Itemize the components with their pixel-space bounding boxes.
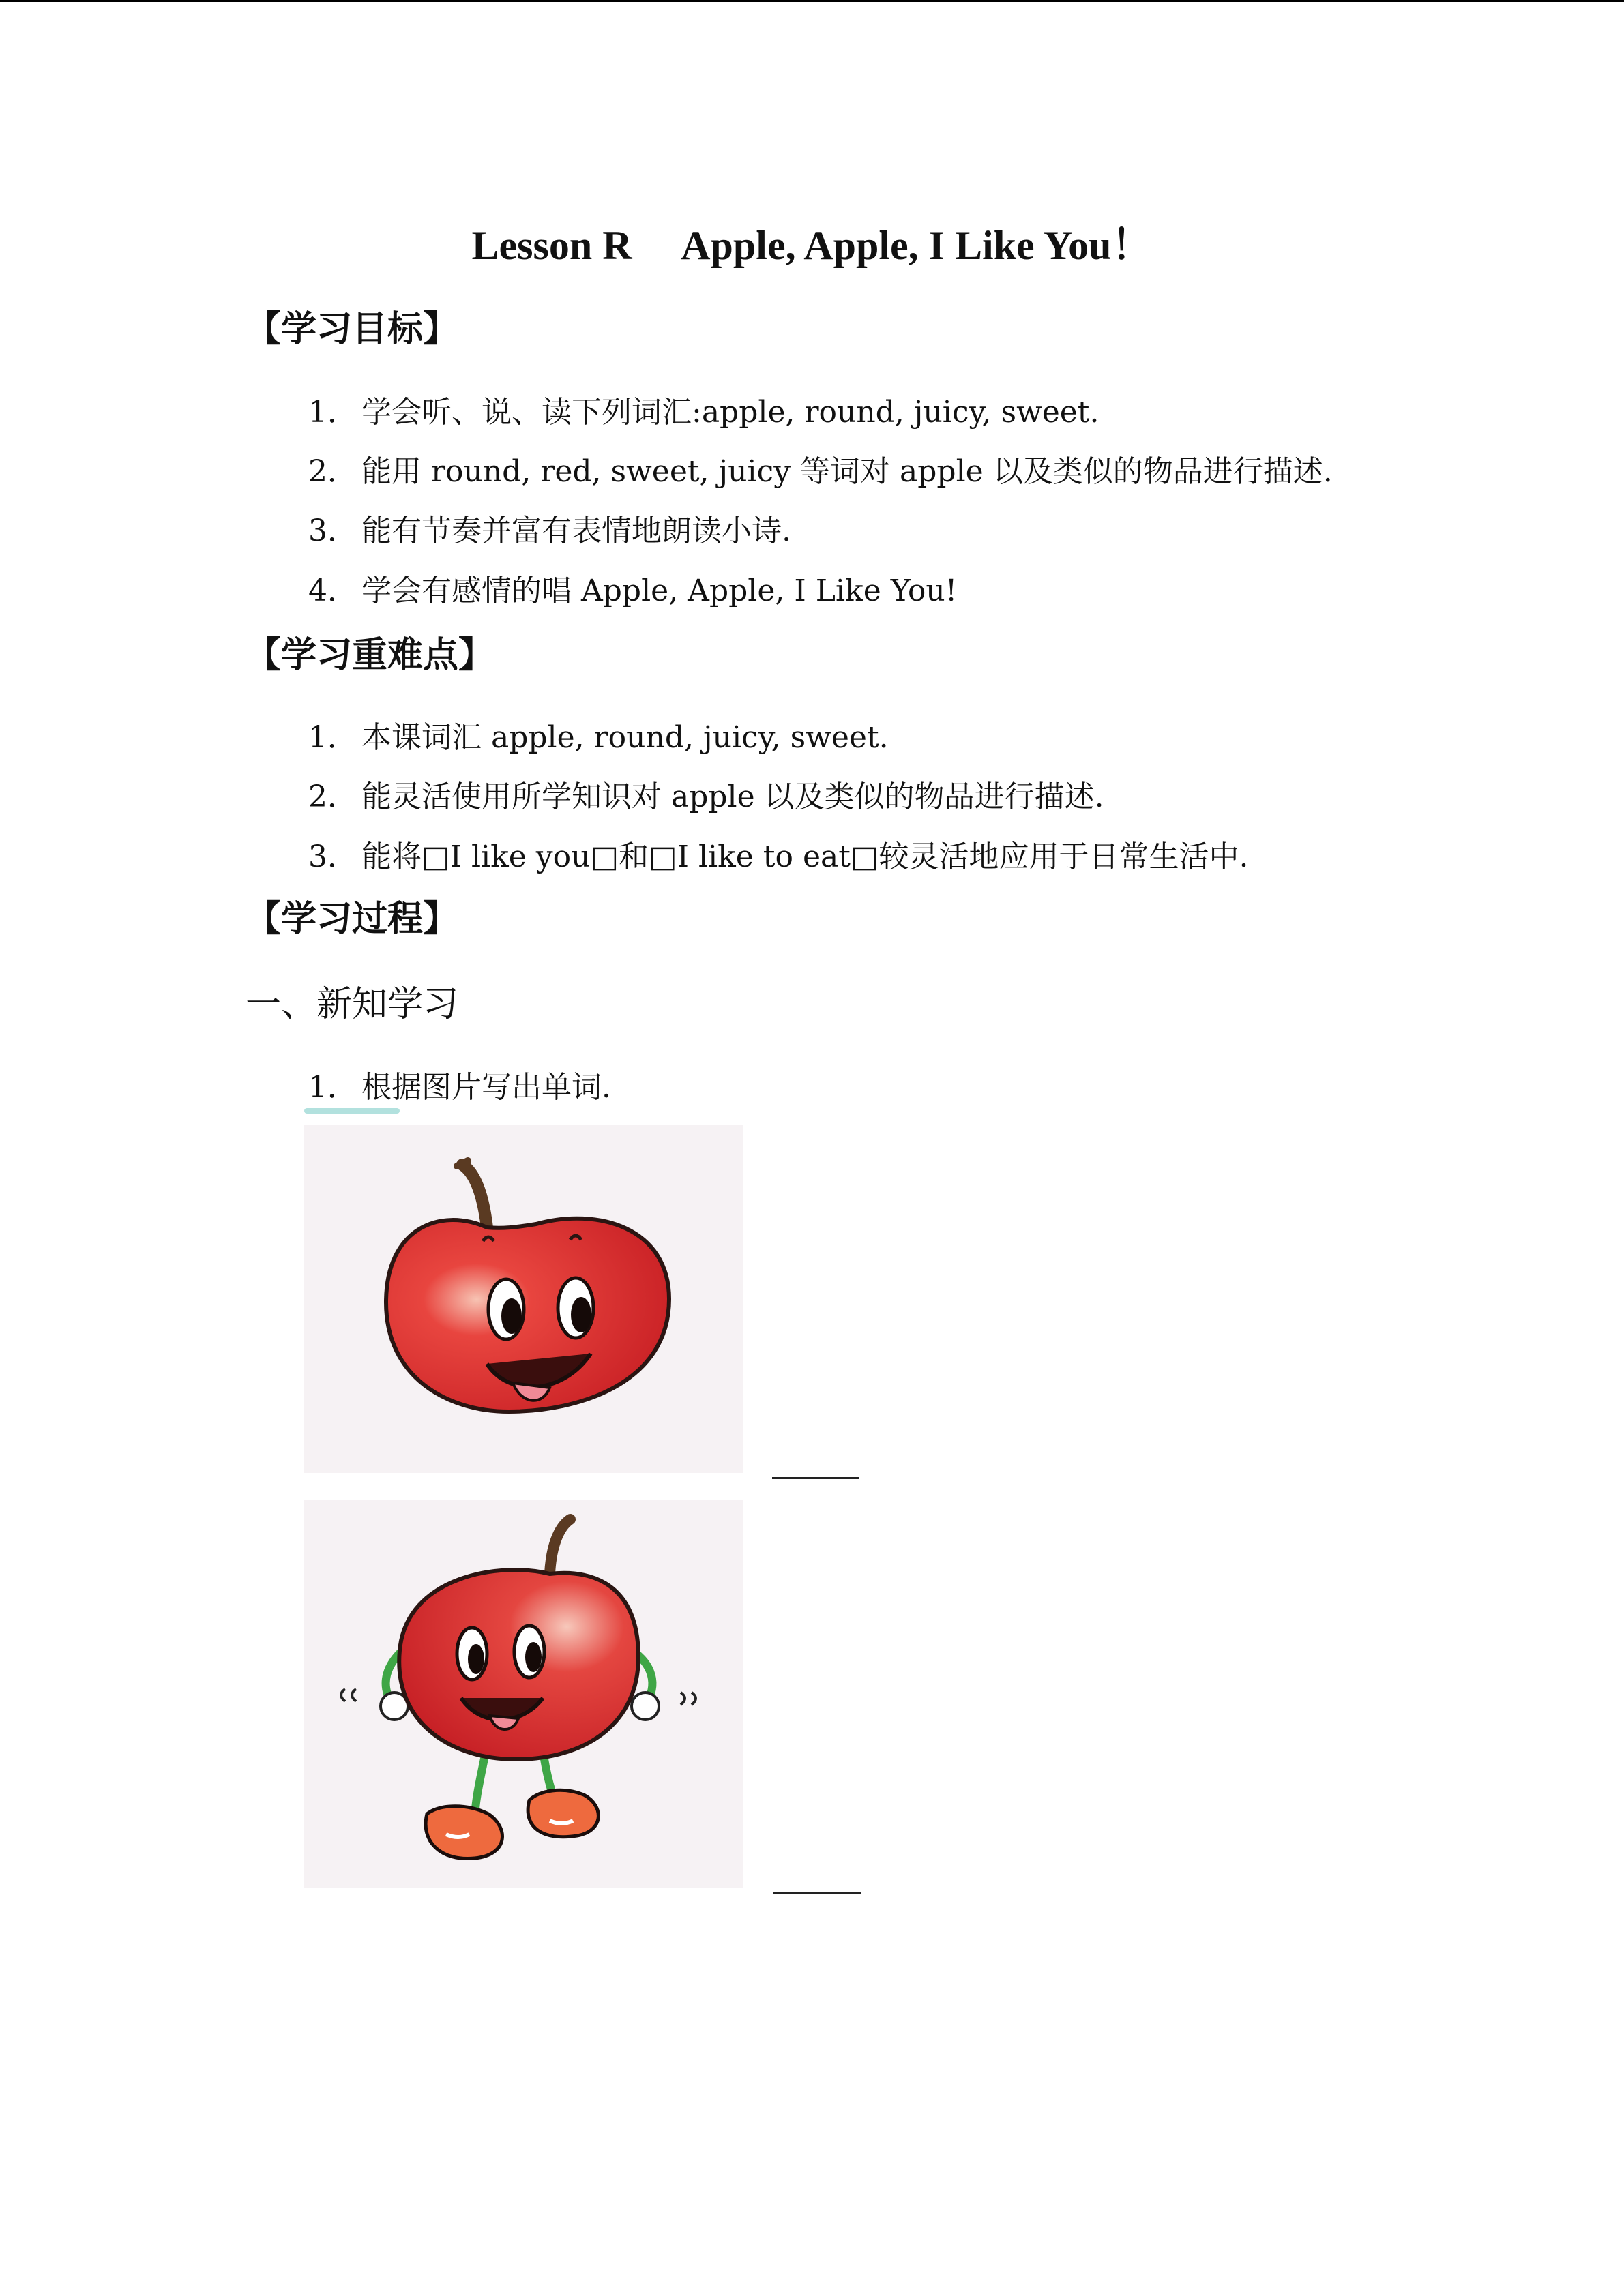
key-point-item: 3． 能将□I like you□和□I like to eat□较灵活地应用于日常生活中. (308, 839, 1249, 874)
objective-item: 1． 学会听、说、读下列词汇:apple, round, juicy, sweet. (308, 395, 1099, 430)
highlight-mark (304, 1108, 400, 1114)
objectives-heading: 【学习目标】 (246, 308, 459, 350)
walking-apple-icon (304, 1500, 743, 1888)
apple-image-2 (304, 1500, 743, 1888)
key-point-item: 1． 本课词汇 apple, round, juicy, sweet. (308, 720, 889, 755)
page-top-border (0, 0, 1624, 2)
objective-item: 4． 学会有感情的唱 Apple, Apple, I Like You! (308, 573, 958, 608)
key-point-item: 2． 能灵活使用所学知识对 apple 以及类似的物品进行描述. (308, 779, 1104, 814)
process-heading: 【学习过程】 (246, 898, 459, 940)
objective-item: 2． 能用 round, red, sweet, juicy 等词对 apple 以及类似的物品进行描述. (308, 454, 1333, 489)
new-knowledge-subheading: 一、新知学习 (246, 984, 459, 1025)
key-points-heading: 【学习重难点】 (246, 634, 494, 676)
task-instruction: 1． 根据图片写出单词. (308, 1070, 611, 1105)
answer-blank-2[interactable] (773, 1892, 861, 1894)
answer-blank-1[interactable] (772, 1477, 859, 1479)
page-title: Lesson R Apple, Apple, I Like You！ (471, 223, 1153, 268)
smiling-apple-icon (304, 1125, 743, 1473)
objective-item: 3． 能有节奏并富有表情地朗读小诗. (308, 513, 791, 548)
apple-image-1 (304, 1125, 743, 1473)
